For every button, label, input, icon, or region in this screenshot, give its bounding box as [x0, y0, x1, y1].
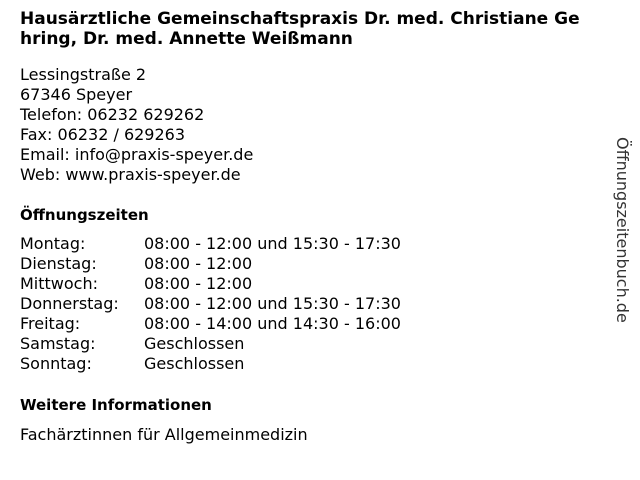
- hours-row-sunday: [20, 354, 401, 374]
- day-times: Geschlossen: [144, 334, 245, 353]
- practice-title: Hausärztliche Gemeinschaftspraxis Dr. med. Christiane Gehring, Dr. med. Annette Weißmann: [20, 9, 580, 49]
- day-label: Mittwoch:: [20, 274, 98, 293]
- day-times: 08:00 - 12:00: [144, 274, 253, 293]
- watermark-site-label: Öffnungszeitenbuch.de: [613, 137, 632, 323]
- day-label: Freitag:: [20, 314, 81, 333]
- further-info-heading: Weitere Informationen: [20, 396, 212, 414]
- day-times: 08:00 - 12:00 und 15:30 - 17:30: [144, 234, 401, 253]
- day-times: 08:00 - 14:00 und 14:30 - 16:00: [144, 314, 401, 333]
- further-info-text: Fachärztinnen für Allgemeinmedizin: [20, 425, 308, 444]
- city: 67346 Speyer: [20, 85, 133, 104]
- phone: Telefon: 06232 629262: [20, 105, 205, 124]
- hours-row-monday: [20, 234, 401, 254]
- email: Email: info@praxis-speyer.de: [20, 145, 254, 164]
- hours-row-wednesday: [20, 274, 401, 294]
- opening-hours-table: [20, 234, 401, 374]
- day-times: 08:00 - 12:00: [144, 254, 253, 273]
- day-times: Geschlossen: [144, 354, 245, 373]
- hours-row-saturday: [20, 334, 401, 354]
- address-block: [20, 65, 253, 185]
- day-label: Samstag:: [20, 334, 96, 353]
- day-label: Sonntag:: [20, 354, 92, 373]
- hours-row-thursday: [20, 294, 401, 314]
- day-label: Montag:: [20, 234, 86, 253]
- fax: Fax: 06232 / 629263: [20, 125, 186, 144]
- website: Web: www.praxis-speyer.de: [20, 165, 241, 184]
- day-label: Dienstag:: [20, 254, 97, 273]
- opening-hours-heading: Öffnungszeiten: [20, 206, 149, 224]
- hours-row-tuesday: [20, 254, 401, 274]
- day-times: 08:00 - 12:00 und 15:30 - 17:30: [144, 294, 401, 313]
- day-label: Donnerstag:: [20, 294, 119, 313]
- hours-row-friday: [20, 314, 401, 334]
- street: Lessingstraße 2: [20, 65, 147, 84]
